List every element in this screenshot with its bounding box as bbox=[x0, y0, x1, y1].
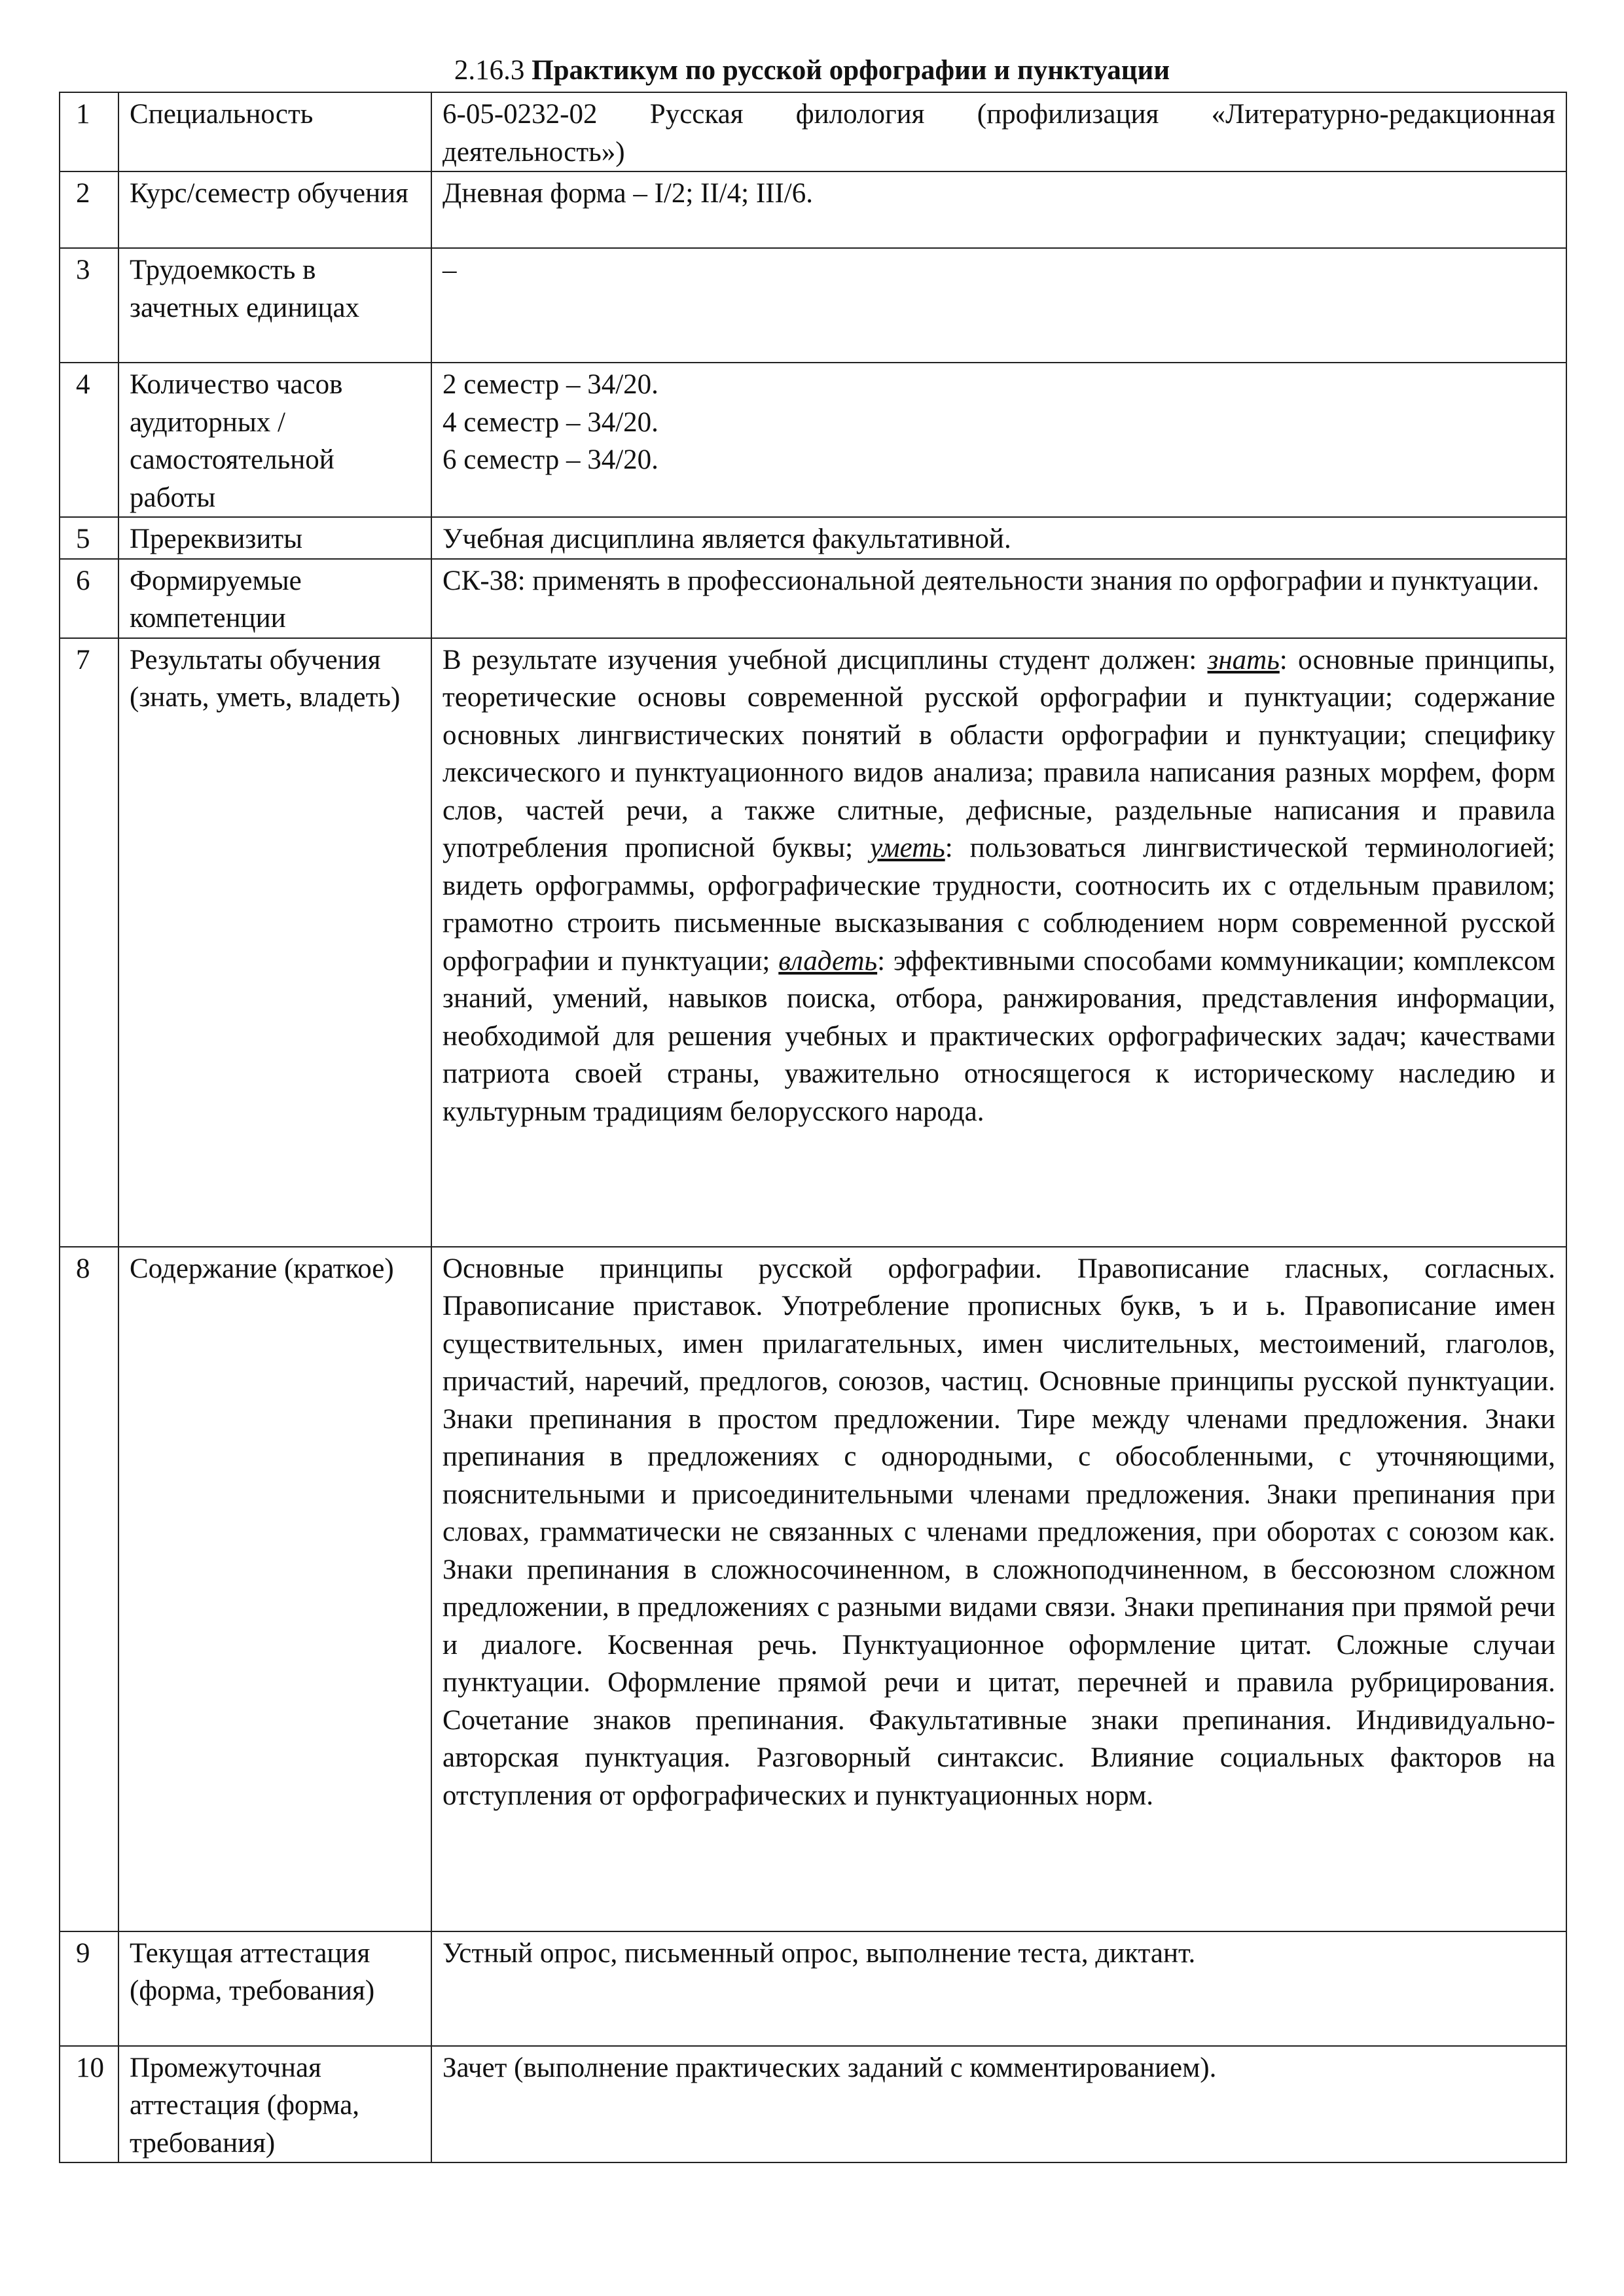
own-label: владеть bbox=[778, 945, 878, 977]
row-label: Содержание (краткое) bbox=[118, 1247, 431, 1931]
row-label: Трудоемкость в зачетных единицах bbox=[118, 248, 431, 363]
row-label: Специальность bbox=[118, 92, 431, 171]
row-number: 10 bbox=[60, 2046, 118, 2163]
syllabus-table bbox=[59, 92, 1567, 2163]
row-number: 2 bbox=[60, 171, 118, 248]
semester-hours-line: 2 семестр – 34/20. bbox=[442, 369, 659, 400]
results-intro: В результате изучения учебной дисциплины студент должен: bbox=[442, 644, 1197, 675]
row-content: СК-38: применять в профессиональной деятельности знания по орфографии и пунктуации. bbox=[431, 559, 1566, 638]
row-number: 9 bbox=[60, 1931, 118, 2046]
know-text: : основные принципы, теоретические основы современной русской орфографии и пунктуации; содержание основных лингвистических понятий в области орфографии и пунктуации; специфику лексического и пунктуационного видов анализа; правила написания разных морфем, форм слов, частей речи, а также слитные, дефисные, раздельные написания и правила употребления прописной буквы; bbox=[442, 644, 1555, 863]
table-row bbox=[60, 1247, 1566, 1931]
row-number: 8 bbox=[60, 1247, 118, 1931]
own-text: : эффективными способами коммуникации; комплексом знаний, умений, навыков поиска, отбора, ранжирования, представления информации, необходимой для решения учебных и практических орфографических задач; качествами патриота своей страны, уважительно относящегося к историческому наследию и культурным традициям белорусского народа. bbox=[442, 945, 1556, 1127]
row-label: Промежуточная аттестация (форма, требования) bbox=[118, 2046, 431, 2163]
table-row bbox=[60, 517, 1566, 559]
title-number: 2.16.3 bbox=[454, 55, 525, 86]
row-label: Курс/семестр обучения bbox=[118, 171, 431, 248]
table-row bbox=[60, 638, 1566, 1247]
row-content: 6-05-0232-02 Русская филология (профилизация «Литературно-редакционная деятельность») bbox=[431, 92, 1566, 171]
semester-hours-line: 4 семестр – 34/20. bbox=[442, 406, 659, 438]
row-label: Результаты обучения (знать, уметь, владеть) bbox=[118, 638, 431, 1247]
row-content: Зачет (выполнение практических заданий с комментированием). bbox=[431, 2046, 1566, 2163]
row-number: 3 bbox=[60, 248, 118, 363]
row-number: 6 bbox=[60, 559, 118, 638]
row-number: 5 bbox=[60, 517, 118, 559]
table-row bbox=[60, 1931, 1566, 2046]
title-text: Практикум по русской орфографии и пунктуации bbox=[532, 55, 1170, 86]
table-row bbox=[60, 248, 1566, 363]
can-text: : пользоваться лингвистической терминологией; видеть орфограммы, орфографические трудности, соотносить их с отдельным правилом; грамотно строить письменные высказывания с соблюдением норм современной русской орфографии и пунктуации; bbox=[442, 833, 1555, 977]
row-label: Количество часов аудиторных / самостоятельной работы bbox=[118, 363, 431, 517]
can-label: уметь bbox=[870, 833, 945, 863]
document-title bbox=[0, 52, 1624, 89]
semester-hours-line: 6 семестр – 34/20. bbox=[442, 444, 659, 475]
row-content: Дневная форма – I/2; II/4; III/6. bbox=[431, 171, 1566, 248]
table-row bbox=[60, 363, 1566, 517]
row-label: Текущая аттестация (форма, требования) bbox=[118, 1931, 431, 2046]
table-row bbox=[60, 2046, 1566, 2163]
row-number: 4 bbox=[60, 363, 118, 517]
row-number: 7 bbox=[60, 638, 118, 1247]
row-number: 1 bbox=[60, 92, 118, 171]
row-content: – bbox=[431, 248, 1566, 363]
know-label: знать bbox=[1207, 644, 1280, 675]
row-label: Пререквизиты bbox=[118, 517, 431, 559]
row-content: Устный опрос, письменный опрос, выполнение теста, диктант. bbox=[431, 1931, 1566, 2046]
row-content: Основные принципы русской орфографии. Правописание гласных, согласных. Правописание приставок. Употребление прописных букв, ъ и ь. Правописание имен существительных, имен прилагательных, имен числительных, местоимений, глаголов, причастий, наречий, предлогов, союзов, частиц. Основные принципы русской пунктуации. Знаки препинания в простом предложении. Тире между членами предложения. Знаки препинания в предложениях с однородными, с обособленными, с уточняющими, пояснительными и присоединительными членами предложения. Знаки препинания при словах, грамматически не связанных с членами предложения, при оборотах с союзом как. Знаки препинания в сложносочиненном, в сложноподчиненном, в бессоюзном сложном предложении, в предложениях с разными видами связи. Знаки препинания при прямой речи и диалоге. Косвенная речь. Пунктуационное оформление цитат. Сложные случаи пунктуации. Оформление прямой речи и цитат, перечней и правила рубрицирования. Сочетание знаков препинания. Факультативные знаки препинания. Индивидуально-авторская пунктуация. Разговорный синтаксис. Влияние социальных факторов на отступления от орфографических и пунктуационных норм. bbox=[431, 1247, 1566, 1931]
row-content bbox=[431, 363, 1566, 517]
table-row bbox=[60, 559, 1566, 638]
table-row bbox=[60, 92, 1566, 171]
row-content: Учебная дисциплина является факультативной. bbox=[431, 517, 1566, 559]
row-content bbox=[431, 638, 1566, 1247]
table-row bbox=[60, 171, 1566, 248]
row-label: Формируемые компетенции bbox=[118, 559, 431, 638]
